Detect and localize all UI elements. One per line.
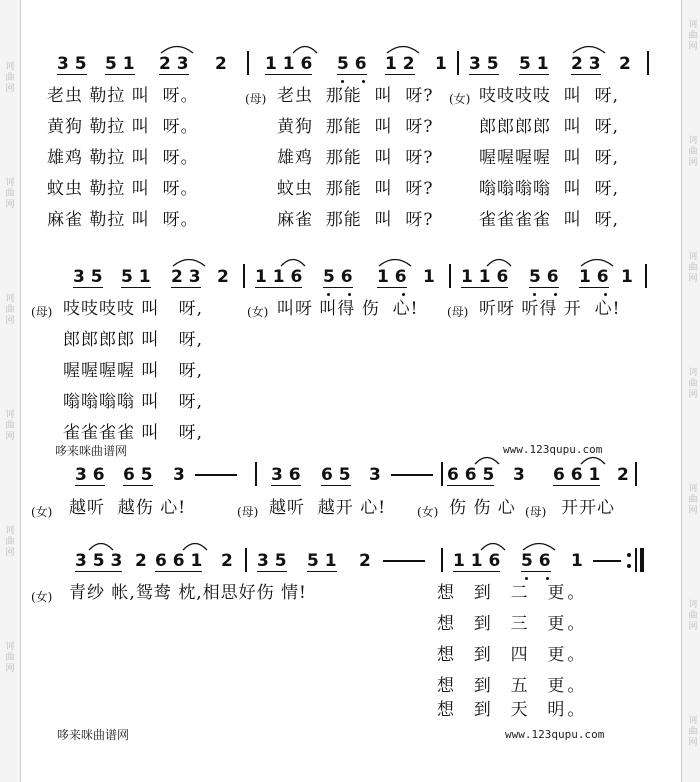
slur-mark — [521, 539, 557, 551]
singer-role: (母) — [245, 92, 267, 106]
slur-mark — [461, 453, 501, 465]
slur-mark — [377, 255, 413, 267]
lyric-line: 越听 越开 心! — [269, 498, 387, 518]
note-group: 3 5 — [257, 551, 287, 571]
slur-mark — [567, 453, 607, 465]
lyric-line: 郎郎郎郎 叫 呀, — [479, 117, 620, 137]
lyric-line: 雄鸡 勒拉 叫 呀。 — [47, 148, 199, 168]
watermark-char: 诃 曲 网 — [688, 600, 698, 632]
lyric-line: 吱吱吱吱 叫 呀, — [479, 86, 620, 106]
note-group: 1 1 6 — [453, 551, 501, 571]
lyric-line: 越听 越伤 心! — [69, 498, 187, 518]
note-group: 1 1 6 — [265, 54, 313, 74]
bar-line — [243, 264, 245, 288]
site-url: www.123qupu.com — [503, 443, 603, 456]
watermark-char: 诃 曲 网 — [5, 526, 15, 558]
left-watermark-strip — [0, 0, 20, 782]
note-group: 3 6 — [75, 465, 105, 485]
sustain-dash — [391, 474, 433, 476]
note-group: 5 6 — [337, 54, 367, 74]
note-group: 1 1 6 — [255, 267, 303, 287]
bar-line — [247, 51, 249, 75]
bar-line — [647, 51, 649, 75]
note-group: 6 6 5 — [447, 465, 495, 485]
slur-mark — [171, 255, 207, 267]
note-group: 5 1 — [105, 54, 135, 74]
watermark-char: 诃 曲 网 — [5, 62, 15, 94]
singer-role: (女) — [247, 305, 269, 319]
low-octave-dot — [362, 80, 365, 83]
lyric-line: 雄鸡 那能 叫 呀? — [277, 148, 434, 168]
low-octave-dot — [604, 293, 607, 296]
watermark-char: 诃 曲 网 — [5, 642, 15, 674]
singer-role: (母) — [525, 505, 547, 519]
note: 1 — [571, 551, 583, 571]
watermark-char: 诃 曲 网 — [688, 20, 698, 52]
low-octave-dot — [327, 293, 330, 296]
slur-mark — [169, 539, 209, 551]
bar-line — [245, 548, 247, 572]
slur-mark — [75, 539, 115, 551]
site-name: 哆来咪曲谱网 — [55, 444, 128, 458]
lyric-line: 嗡嗡嗡嗡 叫 呀, — [63, 392, 204, 412]
note-group: 5 6 — [529, 267, 559, 287]
singer-role: (母) — [31, 305, 53, 319]
verse-line: 想 到 五 更。 — [437, 676, 588, 696]
verse-line: 想 到 二 更。 — [437, 583, 588, 603]
lyric-line: 雀雀雀雀 叫 呀, — [479, 210, 620, 230]
note: 2 — [217, 267, 229, 287]
score-page — [20, 0, 682, 782]
watermark-char: 诃 曲 网 — [5, 410, 15, 442]
singer-role: (母) — [237, 505, 259, 519]
note-group: 2 3 — [159, 54, 189, 74]
low-octave-dot — [348, 293, 351, 296]
lyric-line: 喔喔喔喔 叫 呀, — [479, 148, 620, 168]
note-group: 1 6 — [579, 267, 609, 287]
note: 3 — [173, 465, 185, 485]
repeat-dot — [627, 553, 631, 557]
singer-role: (女) — [449, 92, 471, 106]
watermark-char: 诃 曲 网 — [688, 484, 698, 516]
end-bar-line-thick — [640, 548, 644, 572]
note: 1 — [423, 267, 435, 287]
site-url: www.123qupu.com — [505, 728, 605, 741]
bar-line — [255, 462, 257, 486]
note-group: 3 5 — [469, 54, 499, 74]
bar-line — [441, 462, 443, 486]
lyric-line: 郎郎郎郎 叫 呀, — [63, 330, 204, 350]
singer-role: (女) — [31, 590, 53, 604]
note-group: 5 6 — [323, 267, 353, 287]
note-group: 3 5 3 — [75, 551, 123, 571]
note-group: 3 5 — [73, 267, 103, 287]
slur-mark — [579, 255, 615, 267]
slur-mark — [269, 255, 305, 267]
low-octave-dot — [533, 293, 536, 296]
lyric-line: 老虫 那能 叫 呀? — [277, 86, 434, 106]
lyric-line: 伤 伤 心 — [449, 498, 516, 518]
lyric-line: 嗡嗡嗡嗡 叫 呀, — [479, 179, 620, 199]
sustain-dash — [383, 560, 425, 562]
note: 3 — [513, 465, 525, 485]
note: 2 — [617, 465, 629, 485]
lyric-line: 蚊虫 那能 叫 呀? — [277, 179, 434, 199]
note-group: 6 6 1 — [553, 465, 601, 485]
low-octave-dot — [341, 80, 344, 83]
low-octave-dot — [546, 577, 549, 580]
slur-mark — [279, 42, 319, 54]
note: 1 — [621, 267, 633, 287]
bar-line — [457, 51, 459, 75]
singer-role: (女) — [31, 505, 53, 519]
verse-line: 想 到 天 明。 — [437, 700, 588, 720]
slur-mark — [467, 539, 507, 551]
slur-mark — [475, 255, 511, 267]
low-octave-dot — [554, 293, 557, 296]
note-group: 5 6 — [521, 551, 551, 571]
note: 2 — [359, 551, 371, 571]
end-bar-line — [635, 548, 637, 572]
lyric-line: 喔喔喔喔 叫 呀, — [63, 361, 204, 381]
lyric-line: 黄狗 勒拉 叫 呀。 — [47, 117, 199, 137]
sustain-dash — [195, 474, 237, 476]
bar-line — [635, 462, 637, 486]
low-octave-dot — [402, 293, 405, 296]
right-watermark-strip — [680, 0, 700, 782]
note-group: 6 5 — [321, 465, 351, 485]
note: 2 — [221, 551, 233, 571]
singer-role: (女) — [417, 505, 439, 519]
note-group: 1 1 6 — [461, 267, 509, 287]
note-group: 1 6 — [377, 267, 407, 287]
lyric-line: 麻雀 勒拉 叫 呀。 — [47, 210, 199, 230]
verse-line: 想 到 四 更。 — [437, 645, 588, 665]
low-octave-dot — [525, 577, 528, 580]
note-group: 5 1 — [519, 54, 549, 74]
note-group: 2 3 — [571, 54, 601, 74]
bar-line — [449, 264, 451, 288]
note-group: 1 2 — [385, 54, 415, 74]
watermark-char: 诃 曲 网 — [688, 368, 698, 400]
sustain-dash — [593, 560, 621, 562]
slur-mark — [159, 42, 195, 54]
watermark-char: 诃 曲 网 — [688, 716, 698, 748]
note: 1 — [435, 54, 447, 74]
slur-mark — [385, 42, 421, 54]
singer-role: (母) — [447, 305, 469, 319]
slur-mark — [571, 42, 607, 54]
note-group: 5 1 — [307, 551, 337, 571]
lyric-line: 黄狗 那能 叫 呀? — [277, 117, 434, 137]
note-group: 3 6 — [271, 465, 301, 485]
note: 3 — [369, 465, 381, 485]
note-group: 2 3 — [171, 267, 201, 287]
lyric-line: 雀雀雀雀 叫 呀, — [63, 423, 204, 443]
note-group: 6 6 1 — [155, 551, 203, 571]
watermark-char: 诃 曲 网 — [688, 252, 698, 284]
watermark-char: 诃 曲 网 — [688, 136, 698, 168]
lyric-line: 听呀 听得 开 心! — [479, 299, 621, 319]
bar-line — [645, 264, 647, 288]
lyric-line: 吱吱吱吱 叫 呀, — [63, 299, 204, 319]
note: 2 — [619, 54, 631, 74]
site-name: 哆来咪曲谱网 — [57, 728, 130, 742]
lyric-line: 老虫 勒拉 叫 呀。 — [47, 86, 199, 106]
note-group: 3 5 — [57, 54, 87, 74]
note-group: 5 1 — [121, 267, 151, 287]
note: 2 — [135, 551, 147, 571]
bar-line — [441, 548, 443, 572]
note-group: 6 5 — [123, 465, 153, 485]
watermark-char: 诃 曲 网 — [5, 178, 15, 210]
lyric-line: 麻雀 那能 叫 呀? — [277, 210, 434, 230]
note: 2 — [215, 54, 227, 74]
lyric-line: 青纱 帐,鸳鸯 枕,相思好伤 情! — [69, 583, 307, 603]
repeat-dot — [627, 564, 631, 568]
lyric-line: 开开心 — [561, 498, 615, 518]
lyric-line: 叫呀 叫得 伤 心! — [277, 299, 419, 319]
lyric-line: 蚊虫 勒拉 叫 呀。 — [47, 179, 199, 199]
watermark-char: 诃 曲 网 — [5, 294, 15, 326]
verse-line: 想 到 三 更。 — [437, 614, 588, 634]
